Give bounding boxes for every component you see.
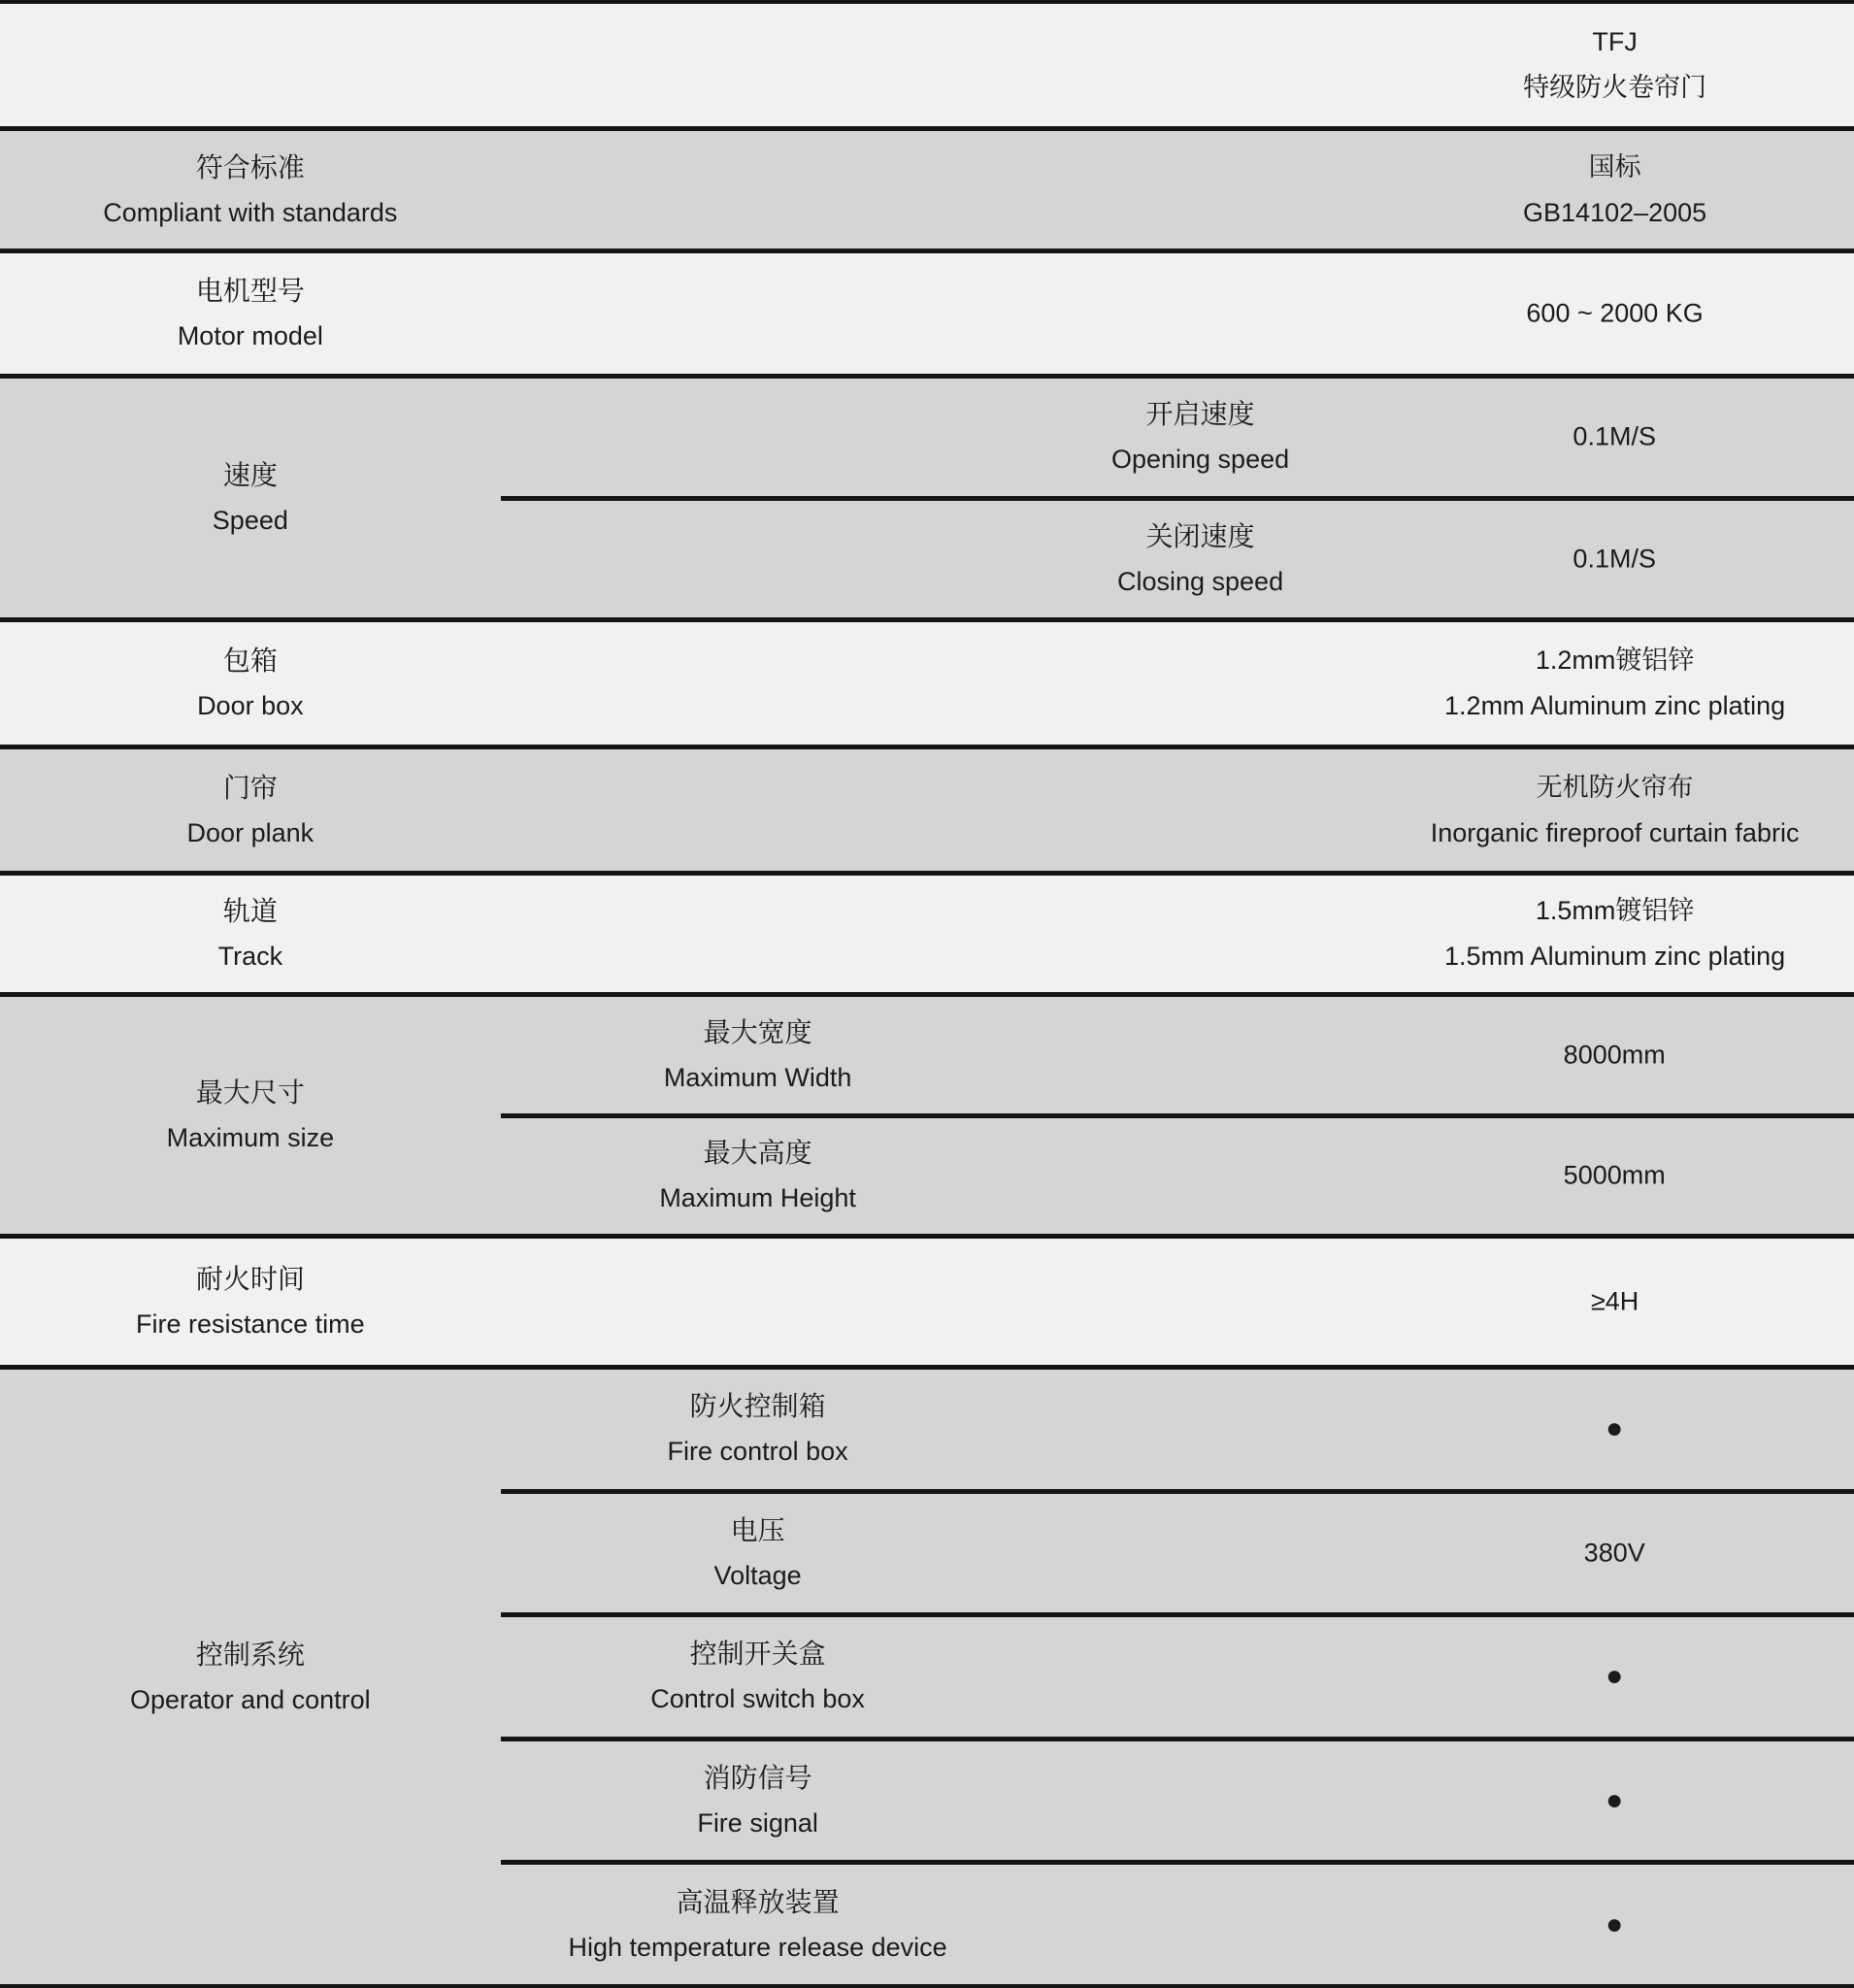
row-label-en: Motor model (177, 321, 323, 350)
subrow-label-zh: 关闭速度 (1145, 520, 1255, 551)
row-label (0, 268, 501, 359)
section-label-en: Speed (212, 506, 288, 535)
subrow-high-temperature-release-device (501, 1860, 1854, 1984)
section-speed (0, 379, 1854, 622)
subrow-label (697, 1755, 818, 1846)
section-label-zh: 控制系统 (195, 1639, 305, 1670)
subrow-label (1117, 514, 1283, 605)
row-label-en: Track (217, 942, 283, 971)
section-label-en: Operator and control (130, 1684, 371, 1714)
subrow-fire-signal (501, 1737, 1854, 1861)
row-label (0, 765, 501, 856)
included-dot-icon: ● (1606, 1412, 1624, 1445)
header-value (1523, 19, 1706, 111)
subrow-label-en: Control switch box (650, 1684, 865, 1714)
row-value (1444, 638, 1785, 729)
row-value-line1: 600 ~ 2000 KG (1526, 298, 1704, 328)
row-value-line2: GB14102–2005 (1523, 197, 1707, 227)
subrow-maximum-height (501, 1113, 1854, 1235)
row-label (0, 145, 501, 236)
subrow-value: 8000mm (1563, 1040, 1666, 1070)
subrow-maximum-width (501, 997, 1854, 1113)
row-value (1591, 1279, 1639, 1325)
row-label-en: Compliant with standards (103, 197, 398, 227)
subrow-label-en: Maximum Height (659, 1183, 856, 1213)
subrow-label-en: High temperature release device (568, 1932, 947, 1962)
row-value (1526, 291, 1703, 337)
section-label (0, 452, 501, 544)
row-motor-model (0, 253, 1854, 379)
row-value-line2: Inorganic fireproof curtain fabric (1430, 817, 1800, 847)
row-door-plank (0, 749, 1854, 876)
product-model: TFJ (1592, 27, 1638, 56)
subrow-voltage (501, 1489, 1854, 1613)
subrow-control-switch-box (501, 1612, 1854, 1737)
row-value-line1: ≥4H (1590, 1286, 1639, 1316)
row-fire-resistance-time (0, 1239, 1854, 1370)
row-value (1523, 145, 1706, 236)
row-label (0, 638, 501, 729)
section-label (0, 1070, 501, 1161)
row-compliant-standards (0, 131, 1854, 253)
subrow-label-en: Voltage (713, 1560, 802, 1590)
row-value-line2: 1.2mm Aluminum zinc plating (1444, 691, 1786, 720)
subrow-label-zh: 最大高度 (703, 1138, 812, 1169)
row-label-en: Door box (197, 691, 304, 720)
subrow-label (659, 1130, 856, 1221)
row-value (1444, 888, 1785, 979)
row-label-zh: 包箱 (222, 646, 278, 676)
row-value-line1: 无机防火帘布 (1536, 772, 1694, 802)
subrow-opening-speed (501, 379, 1854, 496)
subrow-label-zh: 控制开关盒 (689, 1639, 826, 1670)
included-dot-icon: ● (1606, 1907, 1624, 1940)
header-row (0, 4, 1854, 131)
row-label-zh: 耐火时间 (195, 1264, 305, 1294)
product-name: 特级防火卷帘门 (1523, 73, 1707, 102)
subrow-label (668, 1383, 848, 1474)
section-maximum-size (0, 997, 1854, 1239)
subrow-label-zh: 电压 (730, 1514, 785, 1545)
subrow-label-en: Maximum Width (663, 1062, 852, 1092)
subrow-label-zh: 最大宽度 (703, 1016, 812, 1047)
row-value (1431, 765, 1800, 856)
section-operator-control (0, 1370, 1854, 1984)
row-value-line1: 1.5mm镀铝锌 (1535, 896, 1695, 925)
subrow-label-en: Fire control box (667, 1437, 848, 1467)
subrow-label-zh: 开启速度 (1145, 399, 1255, 430)
subrow-fire-control-box (501, 1370, 1854, 1489)
row-value-line1: 国标 (1588, 151, 1641, 182)
row-track (0, 876, 1854, 997)
subrow-value: 0.1M/S (1573, 544, 1656, 574)
row-label (0, 888, 501, 979)
row-label-zh: 门帘 (222, 772, 278, 803)
included-dot-icon: ● (1606, 1784, 1624, 1817)
row-label-zh: 轨道 (222, 896, 278, 926)
section-subrows (501, 1370, 1854, 1984)
row-label-zh: 电机型号 (195, 276, 305, 306)
section-subrows (501, 379, 1854, 617)
subrow-label-zh: 消防信号 (703, 1763, 812, 1794)
subrow-label-zh: 防火控制箱 (689, 1391, 826, 1422)
section-subrows (501, 997, 1854, 1234)
subrow-closing-speed (501, 496, 1854, 618)
subrow-label (714, 1508, 802, 1599)
subrow-label (568, 1879, 946, 1971)
subrow-label-zh: 高温释放装置 (676, 1886, 840, 1917)
included-dot-icon: ● (1606, 1660, 1624, 1693)
section-label-zh: 速度 (222, 460, 278, 490)
subrow-value: 5000mm (1563, 1160, 1666, 1190)
row-label-en: Door plank (186, 817, 315, 847)
subrow-label-en: Fire signal (697, 1808, 818, 1839)
row-label (0, 1256, 501, 1347)
row-label-en: Fire resistance time (136, 1309, 365, 1339)
subrow-label (650, 1631, 865, 1722)
subrow-value: 380V (1583, 1538, 1645, 1568)
subrow-label-en: Opening speed (1110, 445, 1290, 475)
section-label-zh: 最大尺寸 (195, 1077, 305, 1108)
subrow-value: 0.1M/S (1573, 421, 1656, 451)
row-value-line2: 1.5mm Aluminum zinc plating (1444, 942, 1786, 971)
section-label (0, 1632, 501, 1723)
section-label-en: Maximum size (166, 1123, 335, 1152)
row-label-zh: 符合标准 (195, 151, 305, 182)
subrow-label-en: Closing speed (1116, 566, 1284, 596)
row-value-line1: 1.2mm镀铝锌 (1535, 646, 1695, 675)
subrow-label (664, 1010, 852, 1101)
row-door-box (0, 622, 1854, 749)
subrow-label (1111, 391, 1289, 482)
